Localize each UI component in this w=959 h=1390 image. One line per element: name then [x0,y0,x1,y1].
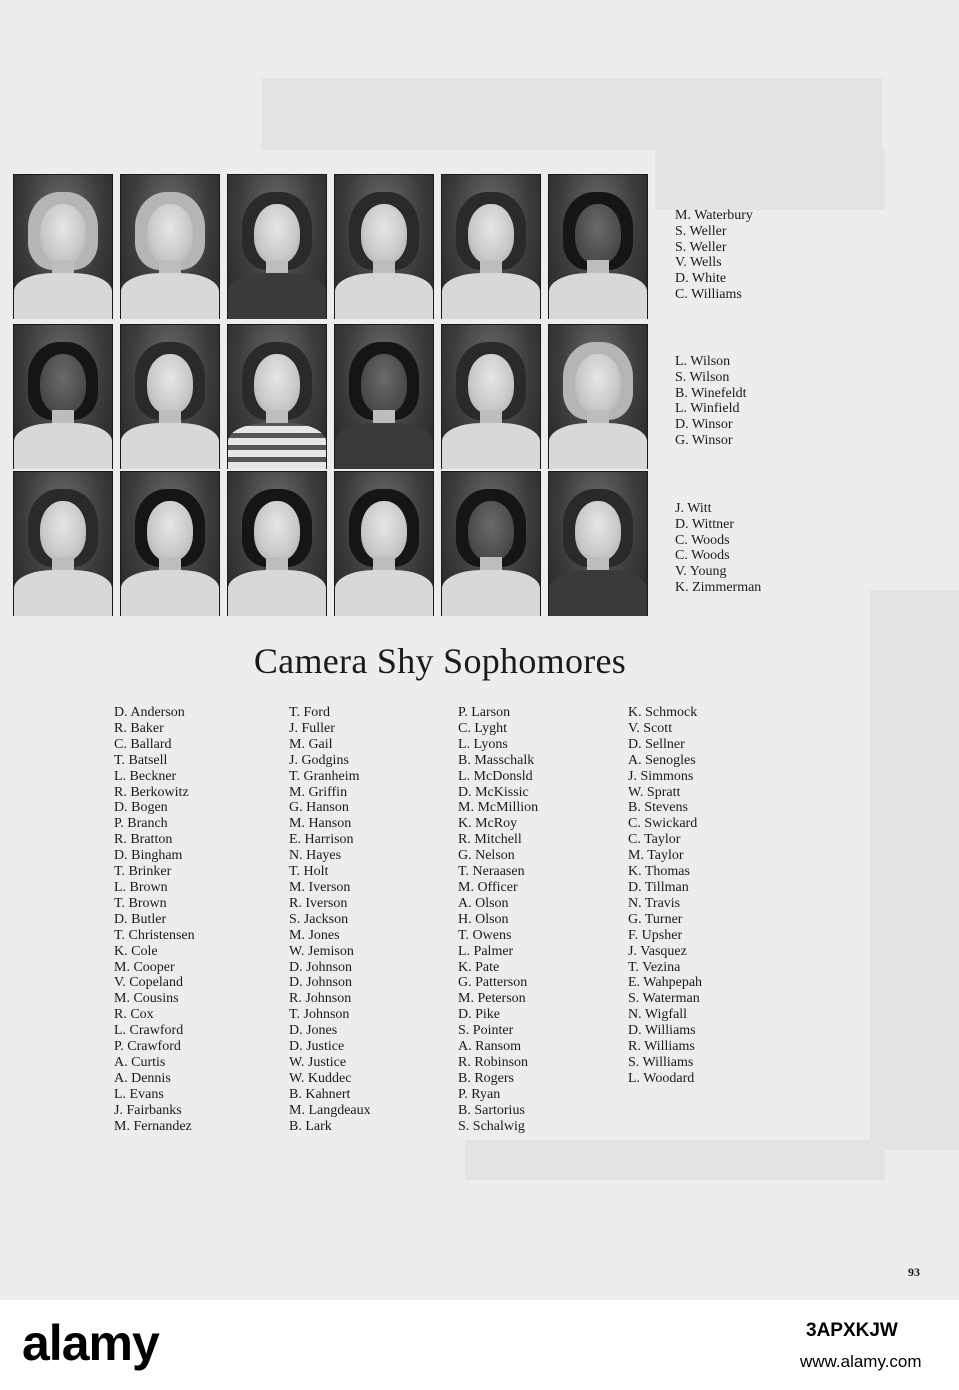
camera-shy-name: J. Fuller [289,720,335,736]
camera-shy-name: B. Masschalk [458,752,535,768]
camera-shy-name: D. Butler [114,911,167,927]
camera-shy-name: W. Spratt [628,784,681,800]
student-portrait [13,471,113,616]
student-name: J. Witt [675,501,712,516]
camera-shy-name: L. Woodard [628,1070,695,1086]
student-portrait [13,174,113,319]
camera-shy-name: F. Upsher [628,927,683,943]
camera-shy-name: D. Bingham [114,848,183,864]
photo-row [13,174,653,319]
student-name: C. Woods [675,548,730,564]
camera-shy-name: P. Ryan [458,1086,501,1102]
student-name: G. Winsor [675,432,733,448]
camera-shy-name: L. Evans [114,1086,164,1102]
watermark-footer [0,1300,959,1390]
student-name: K. Zimmerman [675,579,762,595]
camera-shy-name: W. Justice [289,1054,347,1070]
camera-shy-name: M. Officer [458,879,518,895]
camera-shy-name: L. Brown [114,879,168,895]
camera-shy-name: A. Olson [458,895,509,911]
camera-shy-name: L. Beckner [114,768,177,784]
camera-shy-name: R. Williams [628,1039,695,1055]
student-portrait [120,471,220,616]
camera-shy-name: C. Swickard [628,816,698,832]
camera-shy-name: L. Lyons [458,736,508,752]
camera-shy-name: J. Simmons [628,768,694,784]
camera-shy-name: N. Hayes [289,848,342,864]
camera-shy-name: N. Wigfall [628,1007,688,1023]
student-name: L. Winfield [675,401,740,417]
camera-shy-name: G. Turner [628,911,683,927]
camera-shy-name: M. Gail [289,736,333,752]
camera-shy-name: G. Hanson [289,800,349,816]
camera-shy-column [289,705,454,1134]
bleed-through-block [262,78,882,150]
camera-shy-name: T. Holt [289,864,329,880]
student-name: V. Young [675,564,727,580]
student-portrait [227,324,327,469]
student-portrait [548,471,648,616]
camera-shy-name: K. Thomas [628,864,690,880]
camera-shy-name: L. Crawford [114,1023,184,1039]
camera-shy-name: K. Cole [114,943,158,959]
photo-row [13,471,653,616]
watermark-logo: alamy [22,1315,159,1371]
camera-shy-name: A. Curtis [114,1054,166,1070]
photo-row [13,324,653,469]
camera-shy-name: C. Ballard [114,736,172,752]
camera-shy-name: M. Fernandez [114,1118,192,1134]
camera-shy-name: D. Sellner [628,736,685,752]
camera-shy-name: M. Peterson [458,991,526,1007]
camera-shy-name: G. Nelson [458,848,515,864]
bleed-through-block [655,150,885,210]
camera-shy-name: J. Fairbanks [114,1102,182,1118]
camera-shy-name: B. Rogers [458,1070,514,1086]
camera-shy-name: V. Copeland [114,975,183,991]
student-name: C. Williams [675,286,742,302]
section-heading: Camera Shy Sophomores [253,641,627,681]
camera-shy-name: S. Schalwig [458,1118,525,1134]
camera-shy-name: R. Iverson [289,895,348,911]
camera-shy-name: D. Johnson [289,975,353,991]
camera-shy-name: T. Johnson [289,1007,350,1023]
camera-shy-name: R. Robinson [458,1054,529,1070]
camera-shy-name: T. Christensen [114,927,195,943]
camera-shy-name: R. Baker [114,720,164,736]
camera-shy-name: S. Waterman [628,991,700,1007]
camera-shy-name: L. McDonsld [458,768,533,784]
camera-shy-name: D. Bogen [114,800,168,816]
student-portrait [120,324,220,469]
student-portrait [441,471,541,616]
student-name: S. Weller [675,223,727,239]
student-photo-grid [13,174,653,618]
camera-shy-name: R. Berkowitz [114,784,189,800]
camera-shy-name: T. Batsell [114,752,168,768]
camera-shy-name: D. Jones [289,1023,338,1039]
camera-shy-name: A. Dennis [114,1070,171,1086]
camera-shy-name: D. Anderson [114,705,185,720]
camera-shy-name: T. Vezina [628,959,681,975]
camera-shy-name: S. Jackson [289,911,349,927]
camera-shy-name: M. Cousins [114,991,179,1007]
camera-shy-name: P. Larson [458,705,511,720]
student-portrait [120,174,220,319]
bleed-through-block [870,590,959,1150]
student-portrait [227,174,327,319]
camera-shy-name: C. Taylor [628,832,681,848]
camera-shy-name: D. Johnson [289,959,353,975]
student-portrait [548,174,648,319]
camera-shy-name: S. Williams [628,1054,694,1070]
camera-shy-name: B. Sartorius [458,1102,525,1118]
student-name: S. Wilson [675,369,730,385]
camera-shy-name: M. Cooper [114,959,175,975]
camera-shy-name: S. Pointer [458,1023,514,1039]
student-name: D. Winsor [675,417,733,433]
student-name: M. Waterbury [675,208,753,223]
camera-shy-name: M. Iverson [289,879,351,895]
camera-shy-name: T. Brinker [114,864,172,880]
bleed-through-block [465,1140,885,1180]
camera-shy-name: D. Williams [628,1023,696,1039]
camera-shy-name: B. Stevens [628,800,688,816]
camera-shy-name: L. Palmer [458,943,514,959]
camera-shy-column [458,705,623,1134]
camera-shy-name: K. McRoy [458,816,518,832]
camera-shy-name: B. Kahnert [289,1086,351,1102]
camera-shy-name: M. Hanson [289,816,352,832]
page-number: 93 [908,1265,920,1279]
camera-shy-name: T. Brown [114,895,167,911]
photo-row-caption [675,208,945,303]
camera-shy-name: D. McKissic [458,784,529,800]
camera-shy-name: M. Taylor [628,848,684,864]
camera-shy-name: N. Travis [628,895,681,911]
watermark-url: www.alamy.com [800,1352,922,1371]
camera-shy-name: T. Owens [458,927,512,943]
camera-shy-name: W. Jemison [289,943,354,959]
student-portrait [334,324,434,469]
camera-shy-name: J. Vasquez [628,943,687,959]
camera-shy-name: M. Jones [289,927,340,943]
camera-shy-name: J. Godgins [289,752,349,768]
camera-shy-name: P. Crawford [114,1039,181,1055]
camera-shy-name: K. Schmock [628,705,698,720]
camera-shy-column [114,705,279,1134]
student-name: V. Wells [675,255,722,271]
camera-shy-name: M. McMillion [458,800,539,816]
camera-shy-name: M. Langdeaux [289,1102,371,1118]
camera-shy-name: A. Ransom [458,1039,521,1055]
camera-shy-name: H. Olson [458,911,509,927]
student-name: D. White [675,271,727,287]
student-name: L. Wilson [675,354,731,369]
photo-row-caption [675,501,945,596]
student-name: D. Wittner [675,516,735,532]
camera-shy-name: T. Granheim [289,768,360,784]
camera-shy-column [628,705,793,1087]
camera-shy-name: T. Ford [289,705,330,720]
camera-shy-name: A. Senogles [628,752,696,768]
photo-row-caption [675,354,945,449]
camera-shy-name: R. Mitchell [458,832,522,848]
camera-shy-name: W. Kuddec [289,1070,352,1086]
camera-shy-name: R. Cox [114,1007,154,1023]
student-portrait [334,471,434,616]
student-portrait [548,324,648,469]
camera-shy-name: G. Patterson [458,975,528,991]
camera-shy-name: E. Harrison [289,832,354,848]
camera-shy-name: R. Johnson [289,991,352,1007]
camera-shy-name: D. Pike [458,1007,500,1023]
student-name: C. Woods [675,532,730,548]
student-portrait [227,471,327,616]
camera-shy-name: D. Tillman [628,879,689,895]
image-id: 3APXKJW [806,1320,898,1341]
student-portrait [13,324,113,469]
student-portrait [441,324,541,469]
student-name: S. Weller [675,239,727,255]
student-portrait [441,174,541,319]
camera-shy-name: M. Griffin [289,784,348,800]
student-portrait [334,174,434,319]
camera-shy-name: P. Branch [114,816,168,832]
student-name: B. Winefeldt [675,385,747,401]
camera-shy-name: T. Neraasen [458,864,525,880]
camera-shy-name: C. Lyght [458,720,508,736]
camera-shy-name: D. Justice [289,1039,345,1055]
camera-shy-name: R. Bratton [114,832,173,848]
camera-shy-name: E. Wahpepah [628,975,703,991]
camera-shy-name: K. Pate [458,959,500,975]
camera-shy-name: B. Lark [289,1118,332,1134]
camera-shy-name: V. Scott [628,720,673,736]
